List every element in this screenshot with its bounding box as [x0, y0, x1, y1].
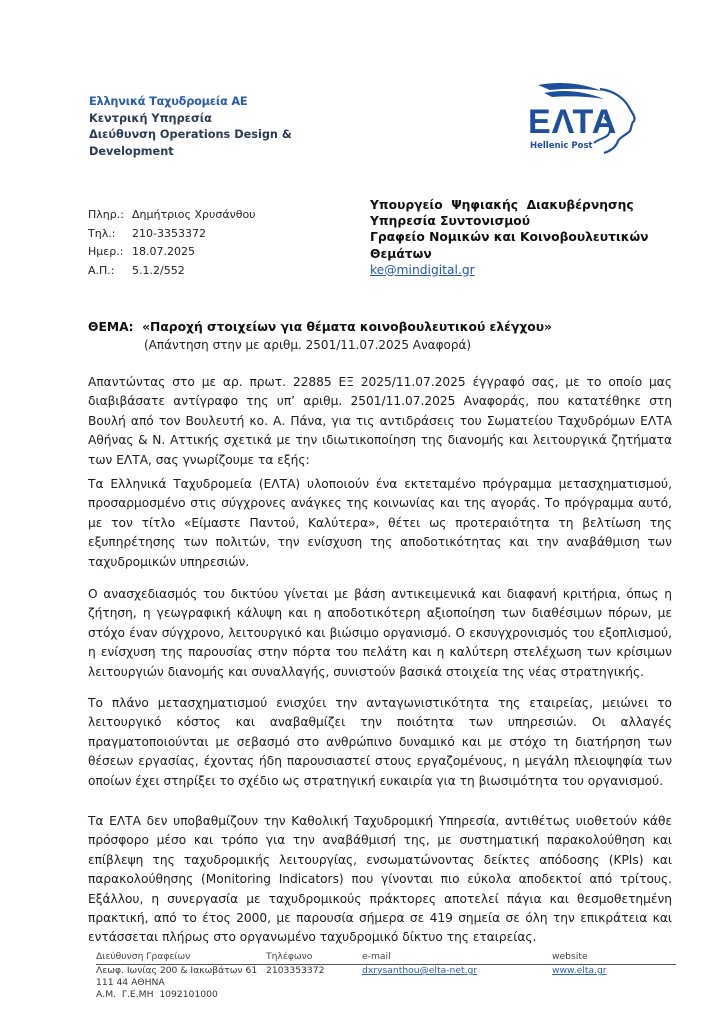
- recipient-line4: Θεμάτων: [370, 246, 432, 261]
- body-paragraph: Απαντώντας στο με αρ. πρωτ. 22885 ΕΞ 2025/11.07.2025 έγγραφό σας, με το οποίο μας διαβιβάσατε αντίγραφο της υπ’ αριθμ. 2501/11.07.2025 Αναφοράς, που κατατέθηκε στη Βουλή από τον Βουλευτή κο. Α. Πάνα, για τις αντιδράσεις του Σωματείου Ταχυδρόμων ΕΛΤΑ Αθήνας & Ν. Αττικής σχετικά με την ιδιωτικοποίηση της διανομής και λειτουργικά ζητήματα των ΕΛΤΑ, σας γνωρίζουμε τα εξής:: [88, 375, 672, 467]
- footer-website-link[interactable]: www.elta.gr: [552, 965, 607, 976]
- meta-label: Α.Π.:: [88, 263, 115, 277]
- elta-logo: [520, 77, 660, 157]
- footer-header-address: Διεύθυνση Γραφείων: [96, 951, 191, 962]
- subject-label: ΘΕΜΑ:: [88, 320, 134, 334]
- logo-wordmark: ΕΛΤΑ: [528, 103, 618, 141]
- subject-title: «Παροχή στοιχείων για θέματα κοινοβουλευτικού ελέγχου»: [142, 320, 553, 334]
- subject-reference: (Απάντηση στην με αριθμ. 2501/11.07.2025 Αναφορά): [144, 338, 472, 352]
- meta-value: 5.1.2/552: [132, 263, 185, 277]
- body-paragraph: Τα ΕΛΤΑ δεν υποβαθμίζουν την Καθολική Ταχυδρομική Υπηρεσία, αντιθέτως υιοθετούν κάθε πρόσφορο μέσο και τρόπο για την αναβάθμισή της, με συστηματική παρακολούθηση και επίβλεψη της ταχυδρομικής λειτουργίας, ενσωματώνοντας δείκτες απόδοσης (KPIs) και παρακολούθησης (Monitoring Indicators) που γίνονται πιο εύκολα αποδεκτοί από τρίτους. Εξάλλου, η συνεργασία με ταχυδρομικούς πράκτορες αποτελεί πάγια και θεσμοθετημένη πρακτική, από το έτος 2000, με παρουσία σήμερα σε 419 σημεία σε όλη την επικράτεια και εντάσσεται πλήρως στο οργανωμένο ταχυδρομικό δίκτυο της εταιρείας.: [88, 814, 672, 945]
- footer-address: [96, 965, 266, 1001]
- letter-footer: [96, 951, 676, 1001]
- recipient-email-link[interactable]: ke@mindigital.gr: [370, 262, 475, 277]
- meta-value: 210-3353372: [132, 226, 206, 240]
- sender-division-line2: Development: [89, 144, 174, 158]
- recipient-line2: Υπηρεσία Συντονισμού: [370, 214, 531, 229]
- meta-label: Πληρ.:: [88, 208, 124, 221]
- body-paragraph: Τα Ελληνικά Ταχυδρομεία (ΕΛΤΑ) υλοποιούν ένα εκτεταμένο πρόγραμμα μετασχηματισμού, προσαρμοσμένο στις σύγχρονες ανάγκες της κοινωνίας και της αγοράς. Το πρόγραμμα αυτό, με τον τίτλο «Είμαστε Παντού, Καλύτερα», θέτει ως προτεραιότητα τη βελτίωση της εξυπηρέτησης των πολιτών, την ενίσχυση της αποδοτικότητας και την αναβάθμιση των ταχυδρομικών υπηρεσιών.: [88, 477, 672, 569]
- meta-label: Ημερ.:: [88, 245, 124, 258]
- footer-values-row: [96, 965, 676, 1001]
- footer-phone: 2103353372: [266, 965, 325, 976]
- meta-row-phone: [88, 225, 256, 244]
- recipient-line3: Γραφείο Νομικών και Κοινοβουλευτικών: [370, 230, 649, 245]
- sender-division-line1: Διεύθυνση Operations Design &: [89, 128, 292, 141]
- sender-organization: Ελληνικά Ταχυδρομεία ΑΕ: [89, 95, 248, 108]
- subject-line: [88, 320, 552, 334]
- body-paragraph: Ο ανασχεδιασμός του δικτύου γίνεται με βάση αντικειμενικά και διαφανή κριτήρια, όπως η ζήτηση, η γεωγραφική κάλυψη και η αποδοτικότερη αξιοποίηση των διαθέσιμων πόρων, με στόχο έναν σύγχρονο, λειτουργικό και βιώσιμο οργανισμό. Ο εκσυγχρονισμός του εξοπλισμού, η ενίσχυση της παρουσίας στην πόρτα του πελάτη και η καλύτερη στελέχωση των κρίσιμων λειτουργιών διανομής και συναλλαγής, συνιστούν βασικά στοιχεία της νέας στρατηγικής.: [88, 587, 672, 679]
- sender-department: Κεντρική Υπηρεσία: [89, 111, 212, 125]
- meta-row-date: [88, 243, 256, 262]
- body-paragraph: Το πλάνο μετασχηματισμού ενισχύει την ανταγωνιστικότητα της εταιρείας, μειώνει το λειτουργικό κόστος και αναβαθμίζει την ποιότητα των υπηρεσιών. Οι αλλαγές πραγματοποιούνται με σεβασμό στο ανθρώπινο δυναμικό και με στόχο τη διατήρηση των θέσεων εργασίας, έχοντας ήδη παρουσιαστεί στους εργαζομένους, η μεγάλη πλειοψηφία των οποίων έχει στηρίξει το σχέδιο ως στρατηγική ευκαιρία για τη βιωσιμότητα του οργανισμού.: [88, 696, 672, 788]
- footer-address-line1: Λεωφ. Ιωνίας 200 & Ιακωβάτων 61: [96, 965, 258, 976]
- footer-header-website: website: [552, 951, 588, 962]
- meta-row-protocol: [88, 262, 256, 281]
- logo-tagline: Hellenic Post: [530, 141, 593, 151]
- meta-label: Τηλ.:: [88, 226, 116, 240]
- sender-block: [89, 94, 292, 160]
- footer-address-line2: 111 44 ΑΘΗΝΑ: [96, 977, 165, 988]
- footer-header-email: e-mail: [362, 951, 391, 962]
- meta-value: Δημήτριος Χρυσάνθου: [132, 208, 256, 221]
- recipient-line1: Υπουργείο Ψηφιακής Διακυβέρνησης: [370, 198, 634, 212]
- footer-header-row: [96, 951, 676, 965]
- footer-email-link[interactable]: dxrysanthou@elta-net.gr: [362, 965, 478, 976]
- letter-meta: [88, 206, 256, 280]
- meta-row-contact: [88, 206, 256, 225]
- recipient-block: [370, 197, 649, 278]
- meta-value: 18.07.2025: [132, 245, 195, 258]
- footer-header-phone: Τηλέφωνο: [266, 951, 313, 962]
- footer-address-line3: Α.Μ. Γ.Ε.ΜΗ 1092101000: [96, 989, 218, 1000]
